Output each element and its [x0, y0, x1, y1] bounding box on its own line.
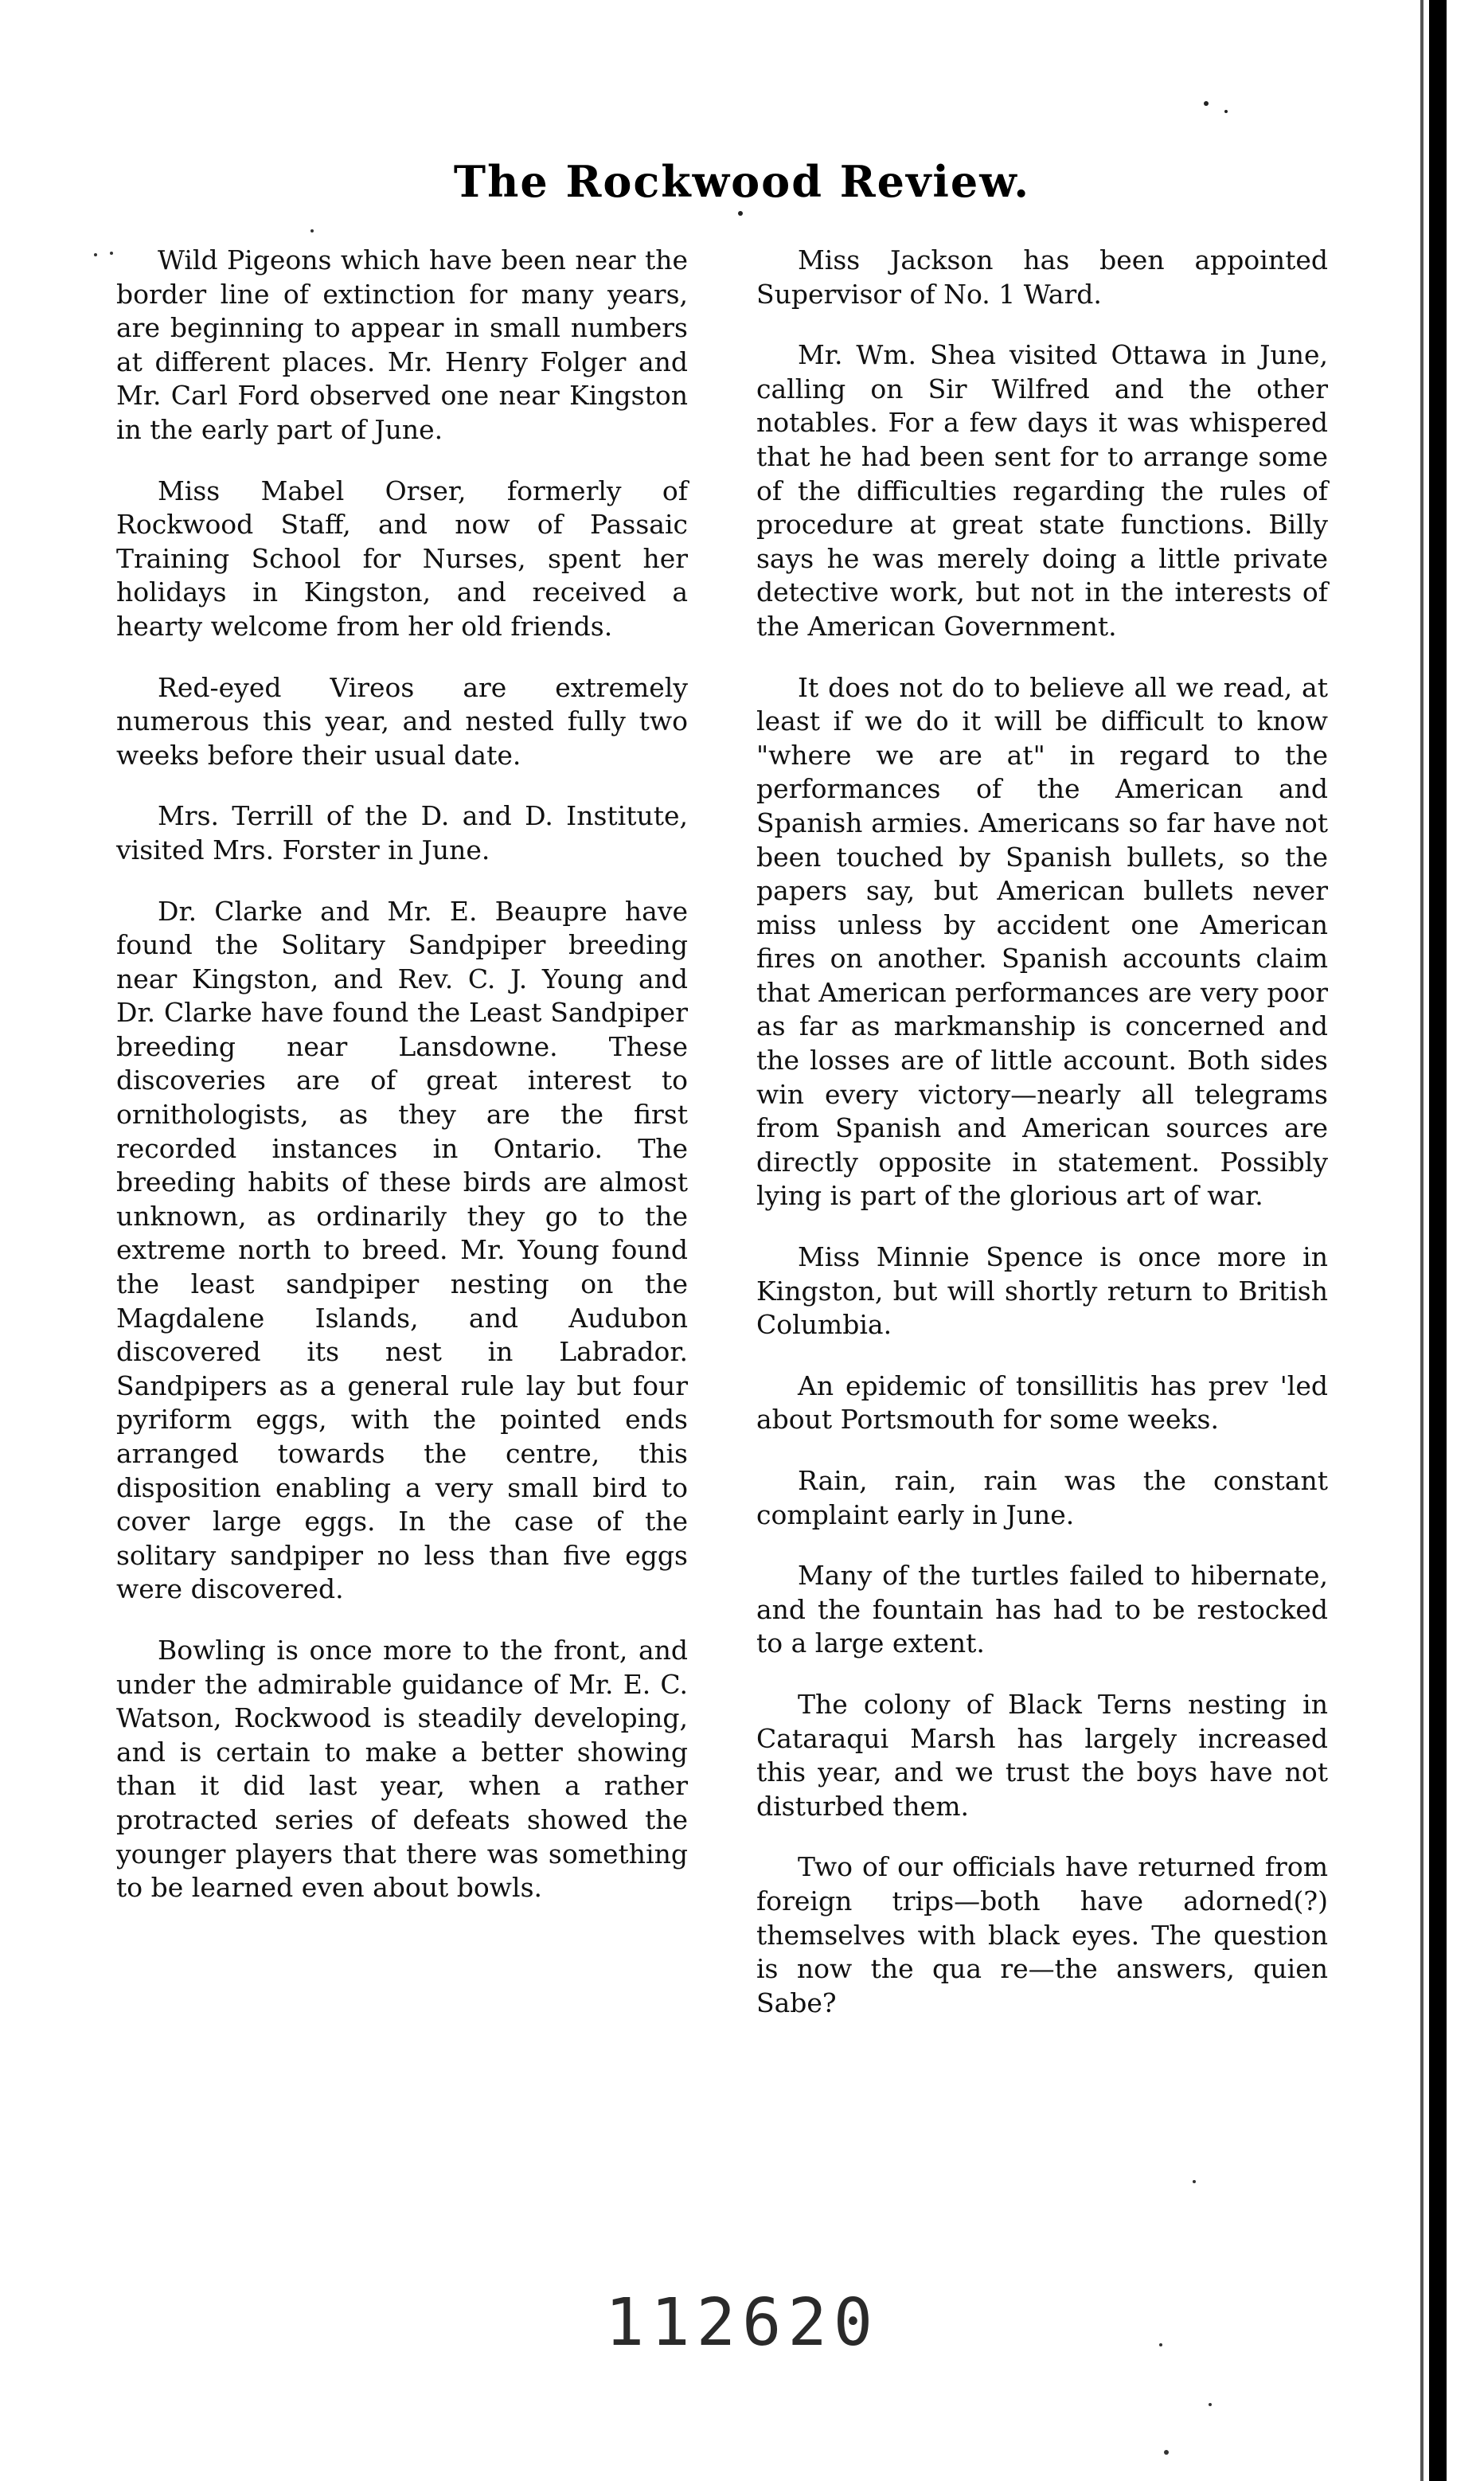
catalog-number-stamp: 112620: [604, 2285, 880, 2361]
page-edge-border: [1429, 0, 1447, 2481]
page-edge-shadow: [1420, 0, 1423, 2481]
paragraph-red-eyed-vireos: Red-eyed Vireos are extremely numerous this year, and nested fully two weeks before their usual date.: [116, 671, 688, 771]
paragraph-officials: Two of our officials have returned from foreign trips—both have adorned(?) themselves with black eyes. The question is now the qua re—the answers, quien Sabe?: [756, 1851, 1328, 2018]
paragraph-sandpipers: Dr. Clarke and Mr. E. Beaupre have found the Solitary Sandpiper breeding near Kingston, and Rev. C. J. Young and Dr. Clarke have found the Least Sandpiper breeding near Lansdowne. These discoveries are of great interest to ornithologists, as they are the first recorded instances in Ontario. The breeding habits of these birds are almost unknown, as ordinarily they go to the extreme north to breed. Mr. Young found the least sandpiper nesting on the Magdalene Islands, and Audubon discovered its nest in Labrador. Sandpipers as a general rule lay but four pyriform eggs, with the pointed ends arranged towards the centre, this disposition enabling a very small bird to cover large eggs. In the case of the solitary sandpiper no less than five eggs were discovered.: [116, 895, 688, 1605]
paragraph-tonsillitis: An epidemic of tonsillitis has prev 'led about Portsmouth for some weeks.: [756, 1369, 1328, 1436]
paragraph-minnie-spence: Miss Minnie Spence is once more in Kingston, but will shortly return to British Columbia.: [756, 1241, 1328, 1341]
paragraph-black-terns: The colony of Black Terns nesting in Cataraqui Marsh has largely increased this year, and we trust the boys have not disturbed them.: [756, 1688, 1328, 1822]
paragraph-mabel-orser: Miss Mabel Orser, formerly of Rockwood Staff, and now of Passaic Training School for Nurses, spent her holidays in Kingston, and received a hearty welcome from her old friends.: [116, 475, 688, 642]
left-column: [116, 244, 688, 1932]
right-column: [756, 244, 1328, 2047]
paragraph-rain: Rain, rain, rain was the constant complaint early in June.: [756, 1465, 1328, 1530]
paragraph-mrs-terrill: Mrs. Terrill of the D. and D. Institute, visited Mrs. Forster in June.: [116, 800, 688, 865]
paragraph-wm-shea: Mr. Wm. Shea visited Ottawa in June, calling on Sir Wilfred and the other notables. For a few days it was whispered that he had been sent for to arrange some of the difficulties regarding the rules of procedure at great state functions. Billy says he was merely doing a little private detective work, but not in the interests of the American Government.: [756, 339, 1328, 642]
paragraph-wild-pigeons: Wild Pigeons which have been near the border line of extinction for many years, are beginning to appear in small numbers at different places. Mr. Henry Folger and Mr. Carl Ford observed one near Kingston in the early part of June.: [116, 244, 688, 445]
paragraph-spanish-american-war: It does not do to believe all we read, at least if we do it will be difficult to know "where we are at" in regard to the performances of the American and Spanish armies. Americans so far have not been touched by Spanish bullets, so the papers say, but American bullets never miss unless by accident one American fires on another. Spanish accounts claim that American performances are very poor as far as markmanship is concerned and the losses are of little account. Both sides win every victory—nearly all telegrams from Spanish and American sources are directly opposite in statement. Possibly lying is part of the glorious art of war.: [756, 671, 1328, 1212]
paragraph-turtles: Many of the turtles failed to hibernate, and the fountain has had to be restocked to a large extent.: [756, 1560, 1328, 1659]
paragraph-bowling: Bowling is once more to the front, and under the admirable guidance of Mr. E. C. Watson, Rockwood is steadily developing, and is certain to make a better showing than it did last year, when a rather protracted series of defeats showed the younger players that there was something to be learned even about bowls.: [116, 1634, 688, 1904]
paragraph-miss-jackson: Miss Jackson has been appointed Supervisor of No. 1 Ward.: [756, 244, 1328, 310]
masthead-title: The Rockwood Review.: [453, 156, 1031, 207]
